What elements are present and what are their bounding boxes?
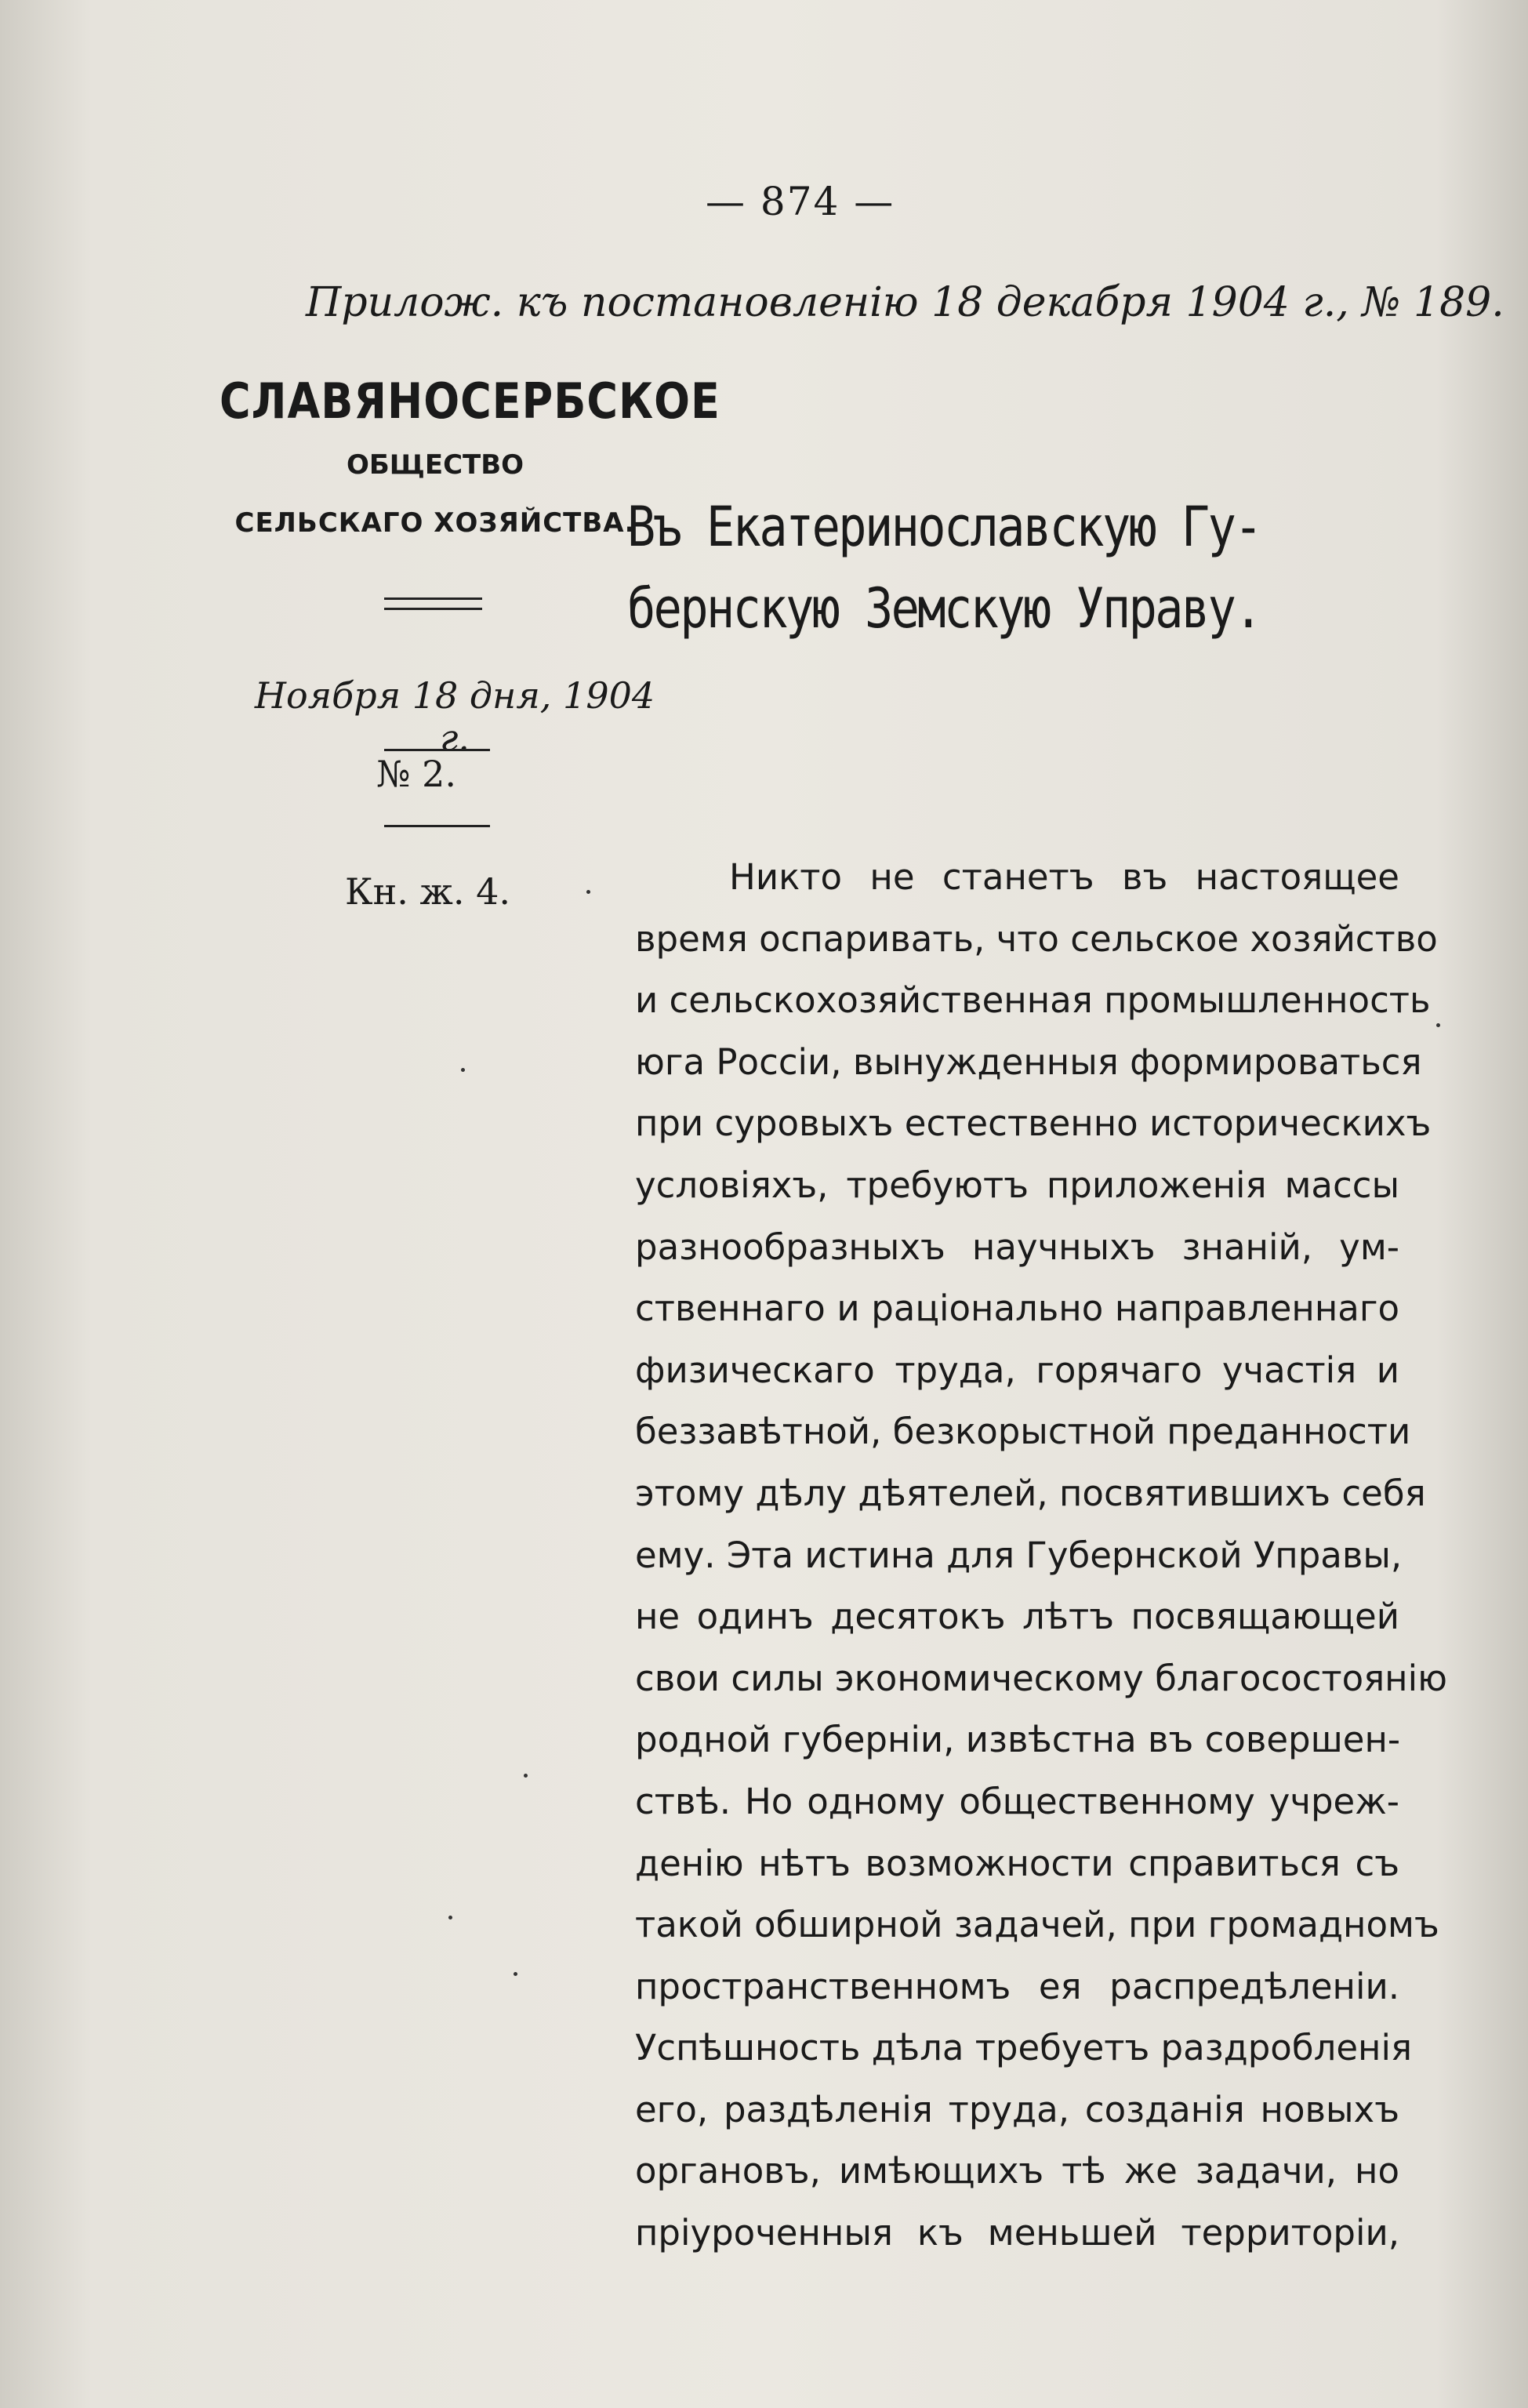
body-line: физическаго труда, горячаго участія и (635, 1349, 1399, 1391)
organization-name: СЛАВЯНОСЕРБСКОЕ (220, 372, 720, 430)
organization-block (220, 372, 720, 539)
book-reference: Кн. ж. 4. (345, 870, 510, 913)
body-line: пространственномъ ея распредѣленіи. (635, 1965, 1399, 2007)
double-rule-divider (384, 597, 482, 610)
rule-divider (384, 749, 490, 751)
body-line: условіяхъ, требуютъ приложенія массы (635, 1164, 1399, 1206)
body-line: пріуроченныя къ меньшей территоріи, (635, 2212, 1399, 2254)
body-line: юга Россіи, вынужденныя формироваться (635, 1041, 1422, 1083)
body-line: ственнаго и раціонально направленнаго (635, 1288, 1399, 1330)
body-text (635, 847, 1447, 2265)
rule-divider (384, 825, 490, 827)
ink-speck (461, 1068, 465, 1072)
body-line: Никто не станетъ въ настоящее (729, 856, 1399, 898)
body-line: органовъ, имѣющихъ тѣ же задачи, но (635, 2150, 1399, 2192)
body-line: при суровыхъ естественно историческихъ (635, 1102, 1432, 1145)
header-note: Прилож. къ постановленію 18 декабря 1904 г., № 189. (306, 279, 1504, 326)
ink-speck (524, 1774, 528, 1778)
letter-number: № 2. (376, 753, 457, 795)
body-line: такой обширной задачей, при громадномъ (635, 1904, 1439, 1946)
ink-speck (1436, 1023, 1440, 1027)
letter-date: Ноября 18 дня, 1904 г. (254, 674, 655, 759)
addressee-line: Въ Екатеринославскую Гу- (627, 495, 1261, 559)
body-line: время оспаривать, что сельское хозяйство (635, 917, 1438, 960)
body-line: Успѣшность дѣла требуетъ раздробленія (635, 2027, 1413, 2069)
organization-line3: СЕЛЬСКАГО ХОЗЯЙСТВА. (234, 507, 636, 539)
ink-speck (514, 1972, 517, 1976)
body-line: ему. Эта истина для Губернской Управы, (635, 1534, 1403, 1576)
body-line: и сельскохозяйственная промышленность (635, 979, 1431, 1022)
body-line: не одинъ десятокъ лѣтъ посвящающей (635, 1596, 1399, 1638)
body-line: денію нѣтъ возможности справиться съ (635, 1842, 1399, 1884)
body-line: родной губерніи, извѣстна въ совершен- (635, 1719, 1401, 1761)
page-number: — 874 — (706, 179, 895, 224)
ink-speck (448, 1916, 452, 1919)
ink-speck (586, 890, 590, 894)
body-line: беззавѣтной, безкорыстной преданности (635, 1411, 1411, 1453)
addressee (627, 486, 1301, 649)
organization-line2: ОБЩЕСТВО (346, 449, 524, 481)
body-line: свои силы экономическому благосостоянію (635, 1657, 1447, 1699)
body-line: ствѣ. Но одному общественному учреж- (635, 1780, 1399, 1822)
body-line: его, раздѣленія труда, созданія новыхъ (635, 2088, 1399, 2130)
body-line: разнообразныхъ научныхъ знаній, ум- (635, 1226, 1399, 1268)
addressee-line: бернскую Земскую Управу. (627, 576, 1261, 641)
body-line: этому дѣлу дѣятелей, посвятившихъ себя (635, 1472, 1426, 1514)
